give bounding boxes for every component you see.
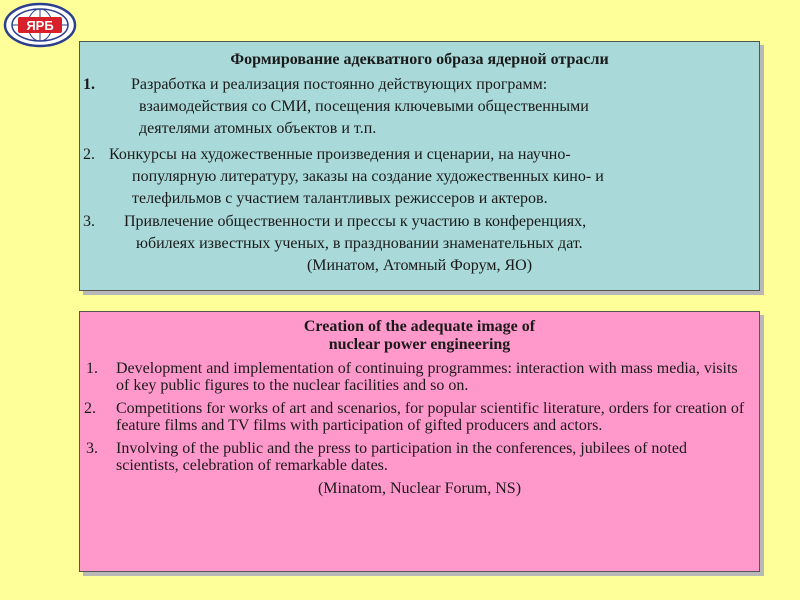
- item-text-line: юбилеях известных ученых, в праздновании знаменательных дат.: [136, 235, 583, 252]
- item-text-line: популярную литературу, заказы на создание художественных кино- и: [132, 168, 604, 185]
- english-title-line: nuclear power engineering: [328, 336, 511, 353]
- russian-list-item: [80, 144, 759, 210]
- item-text-line: Конкурсы на художественные произведения и сценарии, на научно-: [109, 146, 571, 163]
- item-text: Competitions for works of art and scenarios, for popular scientific literature, orders for creation of feature films and TV films with participation of gifted producers and actors.: [116, 400, 745, 434]
- item-number: 3.: [86, 440, 98, 457]
- item-text-line: Привлечение общественности и прессы к участию в конференциях,: [124, 213, 587, 230]
- item-text: Involving of the public and the press to participation in the conferences, jubilees of noted scientists, celebration of remarkable dates.: [116, 440, 687, 474]
- english-list-item: [80, 360, 759, 394]
- english-list-item: [80, 400, 759, 434]
- russian-list-item: [80, 74, 759, 140]
- russian-list-item: [80, 211, 759, 255]
- english-reference: (Minatom, Nuclear Forum, NS): [317, 480, 522, 497]
- russian-text-box: [79, 41, 760, 291]
- item-number: 3.: [83, 213, 95, 230]
- item-number: 1.: [83, 76, 95, 93]
- item-text: Development and implementation of continuing programmes: interaction with mass media, visits of key public figures to the nuclear facilities and so on.: [116, 360, 738, 394]
- russian-title: Формирование адекватного образа ядерной отрасли: [230, 51, 609, 68]
- item-number: 2.: [84, 400, 96, 417]
- logo-text: ЯРБ: [26, 18, 54, 33]
- russian-reference: (Минатом, Атомный Форум, ЯО): [306, 257, 533, 274]
- item-text-line: телефильмов с участием талантливых режиссеров и актеров.: [132, 190, 548, 207]
- english-list-item: [80, 440, 759, 474]
- item-number: 1.: [86, 360, 98, 377]
- item-text-line: Разработка и реализация постоянно действующих программ:: [131, 76, 548, 93]
- english-text-box: [79, 311, 760, 572]
- english-title-line: Creation of the adequate image of: [303, 318, 536, 335]
- item-number: 2.: [83, 146, 95, 163]
- item-text-line: деятелями атомных объектов и т.п.: [139, 120, 377, 137]
- item-text-line: взаимодействия со СМИ, посещения ключевыми общественными: [139, 98, 589, 115]
- yarb-logo: [2, 2, 78, 48]
